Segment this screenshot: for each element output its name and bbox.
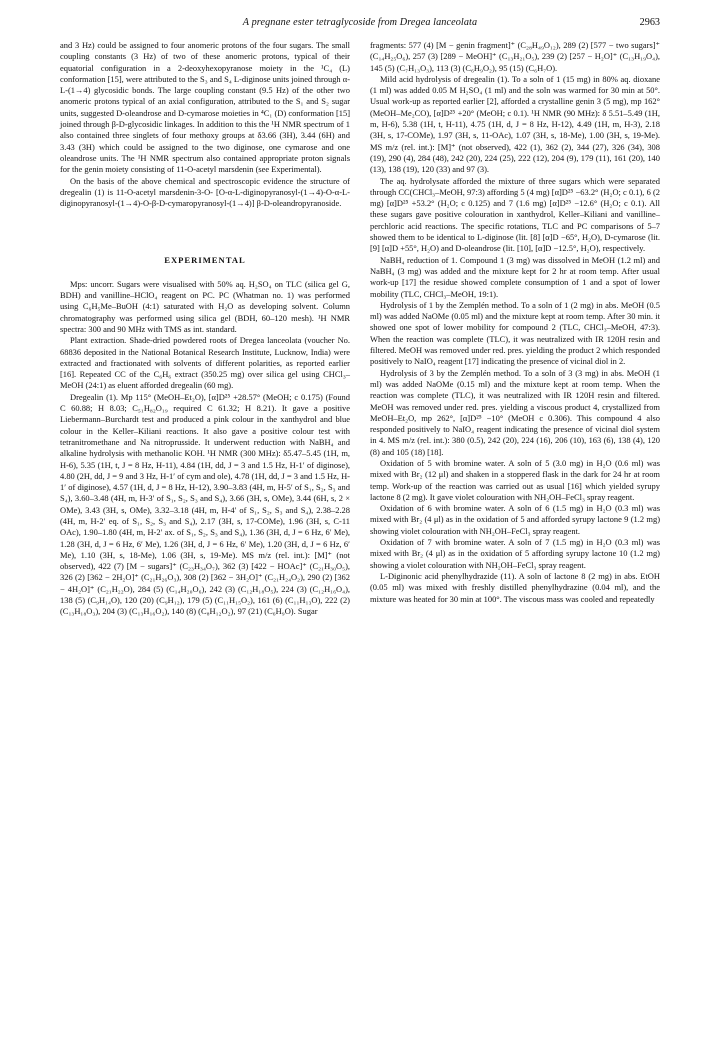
- body-paragraph: NaBH₄ reduction of 1. Compound 1 (3 mg) was dissolved in MeOH (1.2 ml) and NaBH₄ (3 mg) was added and the mixture kept for 2 hr at room temp. After usual work-up [17] the residue showed complete consumption of 1 and a spot of lower mobility (TLC, CHCl₃–MeOH, 19:1).: [370, 254, 660, 299]
- experimental-paragraph: Dregealin (1). Mp 115° (MeOH–Et₂O), [α]D²⁵ +28.57° (MeOH; c 0.175) (Found C 60.88; H 8.03; C₅₁H₈₂O₁₉ required C 61.32; H 8.21). It gave a positive Liebermann–Burchardt test and produced a pink colour in the xanthydrol and blue colour in the Keller–Kiliani reactions. It also gave a positive colour test with tetranitromethane and Na nitroprusside. It underwent reduction with NaBH₄ and alkaline hydrolysis with methanolic KOH. ¹H NMR (300 MHz): δ5.47–5.45 (1H, m, H-6), 5.35 (1H, t, J = 8 Hz, H-11), 4.84 (1H, dd, J = 3 and 1.5 Hz, H-1′ of diginose), 4.80 (2H, dd, J = 9 and 3 Hz, H-1′ of cym and ole), 4.78 (1H, dd, J = 3 and 1.5 Hz, H-1′ of diginose), 4.57 (1H, d, J = 8 Hz, H-12), 3.90–3.83 (4H, m, H-5′ of S₁, S₂, S₃ and S₄), 3.60–3.48 (4H, m, H-3′ of S₁, S₂, S₃ and S₄), 3.66 (3H, s, OMe), 3.44 (6H, s, 2 × OMe), 3.43 (3H, s, OMe), 3.32–3.18 (4H, m, H-4′ of S₁, S₂, S₃ and S₄), 2.38–2.28 (4H, m, H-2′ eq. of S₁, S₂, S₃ and S₄), 2.17 (3H, s, 17-COMe), 1.96 (3H, s, C-11 OAc), 1.90–1.80 (4H, m, H-2′ ax. of S₁, S₂, S₃ and S₄), 1.36 (3H, d, J = 6 Hz, 6′ Me), 1.28 (3H, d, J = 6 Hz, 6′ Me), 1.26 (3H, d, J = 6 Hz, 6′ Me), 1.20 (3H, d, J = 6 Hz, 6′ Me), 1.10 (3H, s, 18-Me), 1.06 (3H, s, 19-Me). MS m/z (rel. int.): [M]⁺ (not observed), 422 (7) [M − sugars]⁺ (C₂₃H₃₄O₇), 362 (3) [422 − HOAc]⁺ (C₂₁H₃₀O₅), 326 (2) [362 − 2H₂O]⁺ (C₂₁H₂₆O₃), 308 (2) [362 − 3H₂O]⁺ (C₂₁H₂₄O₂), 290 (2) [362 − 4H₂O]⁺ (C₂₁H₂₂O), 284 (5) (C₁₄H₂₀O₆), 242 (3) (C₁₂H₁₈O₅), 224 (3) (C₁₂H₁₆O₄), 138 (5) (C₉H₁₄O), 120 (20) (C₉H₁₂), 179 (5) (C₁₁H₁₅O₂), 161 (6) (C₁₁H₁₃O), 222 (2) (C₁₃H₁₈O₃), 204 (3) (C₁₃H₁₆O₂), 140 (8) (C₈H₁₂O₂), 97 (21) (C₆H₉O). Sugar: [60, 391, 350, 617]
- experimental-paragraph: Plant extraction. Shade-dried powdered roots of Dregea lanceolata (voucher No. 68836 deposited in the National Botanical Research Institute, Lucknow, India) were extracted and fractionated with solvents of different polarities, as reported earlier [16]. Repeated CC of the C₆H₆ extract (350.25 mg) over silica gel using CHCl₃–MeOH (24:1) as eluent afforded dregealin (60 mg).: [60, 335, 350, 391]
- body-paragraph: Oxidation of 7 with bromine water. A soln of 7 (1.5 mg) in H₂O (0.3 ml) was mixed with Br₂ (4 μl) as in the oxidation of 5 affording syrupy lactone 10 (1.2 mg) showing a violet colouration with NH₂OH–FeCl₃ spray reagent.: [370, 537, 660, 570]
- section-spacer: [60, 209, 350, 255]
- body-paragraph: The aq. hydrolysate afforded the mixture of three sugars which were separated through CC(CHCl₃–MeOH, 97:3) affording 5 (4 mg) [α]D²⁵ −63.2° (H₂O; c 0.1), 6 (2 mg) [α]D²⁵ +53.2° (H₂O; c 0.125) and 7 (1.6 mg) [α]D²⁵ −12.6° (H₂O; c 0.1). All these sugars gave positive colouration in xanthydrol, Keller–Kiliani and vanilline–perchloric acid reactions. The specific rotations, TLC and PC comparisons of 5–7 showed them to be identical to L-diginose (lit. [8] [α]D −65°, H₂O), D-cymarose (lit. [9] [α]D +55°, H₂O) and D-oleandrose (lit. [10], [α]D −12.5°, H₂O), respectively.: [370, 175, 660, 254]
- running-title: A pregnane ester tetraglycoside from Dregea lanceolata: [242, 17, 478, 28]
- body-paragraph: Hydrolysis of 1 by the Zemplén method. To a soln of 1 (2 mg) in abs. MeOH (0.5 ml) was added NaOMe (0.05 ml) and the mixture kept at room temp. After 30 min. it showed one spot of lower mobility for compound 2 (TLC, CHCl₃–MeOH, 47:3). When the reaction was complete (TLC), it was neutralized with IR 120H resin and filtered. MeOH was removed under red. pres. yielding the product 2 which responded positively to NaIO₄ reagent [17] indicating the presence of vicinal diol in 2.: [370, 299, 660, 367]
- page-number: 2963: [639, 17, 660, 28]
- left-column: [60, 40, 350, 618]
- body-paragraph: Hydrolysis of 3 by the Zemplén method. To a soln of 3 (3 mg) in abs. MeOH (1 ml) was added NaOMe (0.15 ml) and the mixture kept at room temp. When the reaction was complete (TLC), it was neutralized with IR 120H resin and filtered. MeOH was removed under red. pres. yielding a viscous product 4, crystallized from MeOH–Et₂O, mp 262°, [α]D²⁵ −10° (MeOH c 0.306). This compound 4 also responded positively to NaIO₄ reagent indicating the presence of vicinal diol system in 4. MS m/z (rel. int.): 380 (0.5), 242 (20), 224 (16), 206 (10), 163 (6), 138 (4), 120 (8) and 105 (18) [18].: [370, 367, 660, 457]
- running-header: [60, 17, 660, 31]
- body-paragraph: fragments: 577 (4) [M − genin fragment]⁺ (C₂₈H₄₉O₁₂), 289 (2) [577 − two sugars]⁺ (C₁₄H₂₅O₆), 257 (3) [289 − MeOH]⁺ (C₁₃H₂₁O₅), 239 (2) [257 − H₂O]⁺ (C₁₃H₁₉O₄), 145 (5) (C₇H₁₃O₃), 113 (3) (C₆H₉O₂), 95 (15) (C₆H₇O).: [370, 40, 660, 73]
- body-paragraph: L-Diginonic acid phenylhydrazide (11). A soln of lactone 8 (2 mg) in abs. EtOH (0.05 ml) was mixed with freshly distilled phenylhydrazine (0.04 ml), and the mixture was heated for 30 min at 100°. The viscous mass was cooled and repeatedly: [370, 570, 660, 604]
- body-paragraph: Oxidation of 6 with bromine water. A soln of 6 (1.5 mg) in H₂O (0.3 ml) was mixed with Br₂ (4 μl) as in the oxidation of 5 and afforded syrupy lactone 9 (1.2 mg) showing violet colouration with NH₂OH–FeCl₃ spray reagent.: [370, 503, 660, 536]
- experimental-paragraph: Mps: uncorr. Sugars were visualised with 50% aq. H₂SO₄ on TLC (silica gel G, BDH) and vanilline–HClO₄ reagent on PC. PC (Whatman no. 1) was performed using C₆H₅Me–BuOH (4:1) saturated with H₂O as developing solvent. Column chromatography was performed using silica gel (BDH, 60–120 mesh). ¹H NMR spectra: 300 and 90 MHz with TMS as int. standard.: [60, 278, 350, 334]
- body-paragraph: and 3 Hz) could be assigned to four anomeric protons of the four sugars. The small coupling constants (3 Hz) of two of these anomeric protons, typical of their equatorial configuration in a 2-deoxyhexopyranose moiety in the ¹C₄ (L) conformation [15], were attributed to the S₃ and S₄ L-diginose units joined through α-L-(1→4) glycosidic bonds. The large coupling constant (9.5 Hz) of the other two anomeric protons typical of an axial configuration, attributed to the S₁ and S₂ sugar units, suggested D-oleandrose and D-cymarose moieties in ⁴C₁ (D) conformation [15] joined through β-D-glycosidic linkages. In addition to this the ¹H NMR spectrum of 1 also contained three singlets of four methoxy groups at δ3.66 (3H), 3.44 (6H) and 3.43 (3H) which could be assigned to the two diginose, one cymarose and one oleandrose units. The ¹H NMR spectrum also contained appropriate proton signals for the genin moiety consisting of 11-O-acetyl marsdenin (see Experimental).: [60, 40, 350, 175]
- section-heading: EXPERIMENTAL: [164, 255, 246, 266]
- right-column: [370, 40, 660, 605]
- body-paragraph: Mild acid hydrolysis of dregealin (1). To a soln of 1 (15 mg) in 80% aq. dioxane (1 ml) was added 0.05 M H₂SO₄ (1 ml) and the soln was warmed for 30 min at 50°. Usual work-up as reported earlier [2], afforded a crystalline genin 3 (5 mg), mp 162° (MeOH–Me₂CO), [α]D²⁵ +20° (MeOH; c 0.1). ¹H NMR (90 MHz): δ 5.51–5.49 (1H, m, H-6), 5.38 (1H, t, H-11), 4.75 (1H, d, J = 8 Hz, H-12), 4.49 (1H, m, H-3), 2.18 (3H, s, 17-COMe), 1.97 (3H, s, 11-OAc), 1.07 (3H, s, 18-Me), 1.00 (3H, s, 19-Me). MS m/z (rel. int.): [M]⁺ (not observed), 422 (1), 362 (2), 344 (27), 326 (34), 308 (19), 290 (4), 284 (48), 242 (20), 224 (25), 222 (12), 204 (9), 179 (11), 161 (20), 140 (13), 138 (19), 120 (33) and 97 (3).: [370, 73, 660, 175]
- body-paragraph: Oxidation of 5 with bromine water. A soln of 5 (3.0 mg) in H₂O (0.6 ml) was mixed with Br₂ (12 μl) and shaken in a stoppered flask in the dark for 24 hr at room temp. Work-up of the reaction was carried out as usual [16] which yielded syrupy lactone 8 (2 mg). It gave violet colouration with NH₂OH–FeCl₃ spray reagent.: [370, 457, 660, 502]
- body-paragraph: On the basis of the above chemical and spectroscopic evidence the structure of dregealin (1) is 11-O-acetyl marsdenin-3-O- [O-α-L-diginopyranosyl-(1→4)-O-α-L-diginopyranosyl-(1→4)-O-β-D-cymaropyranosyl-(1→4)] β-D-oleandropyranoside.: [60, 175, 350, 209]
